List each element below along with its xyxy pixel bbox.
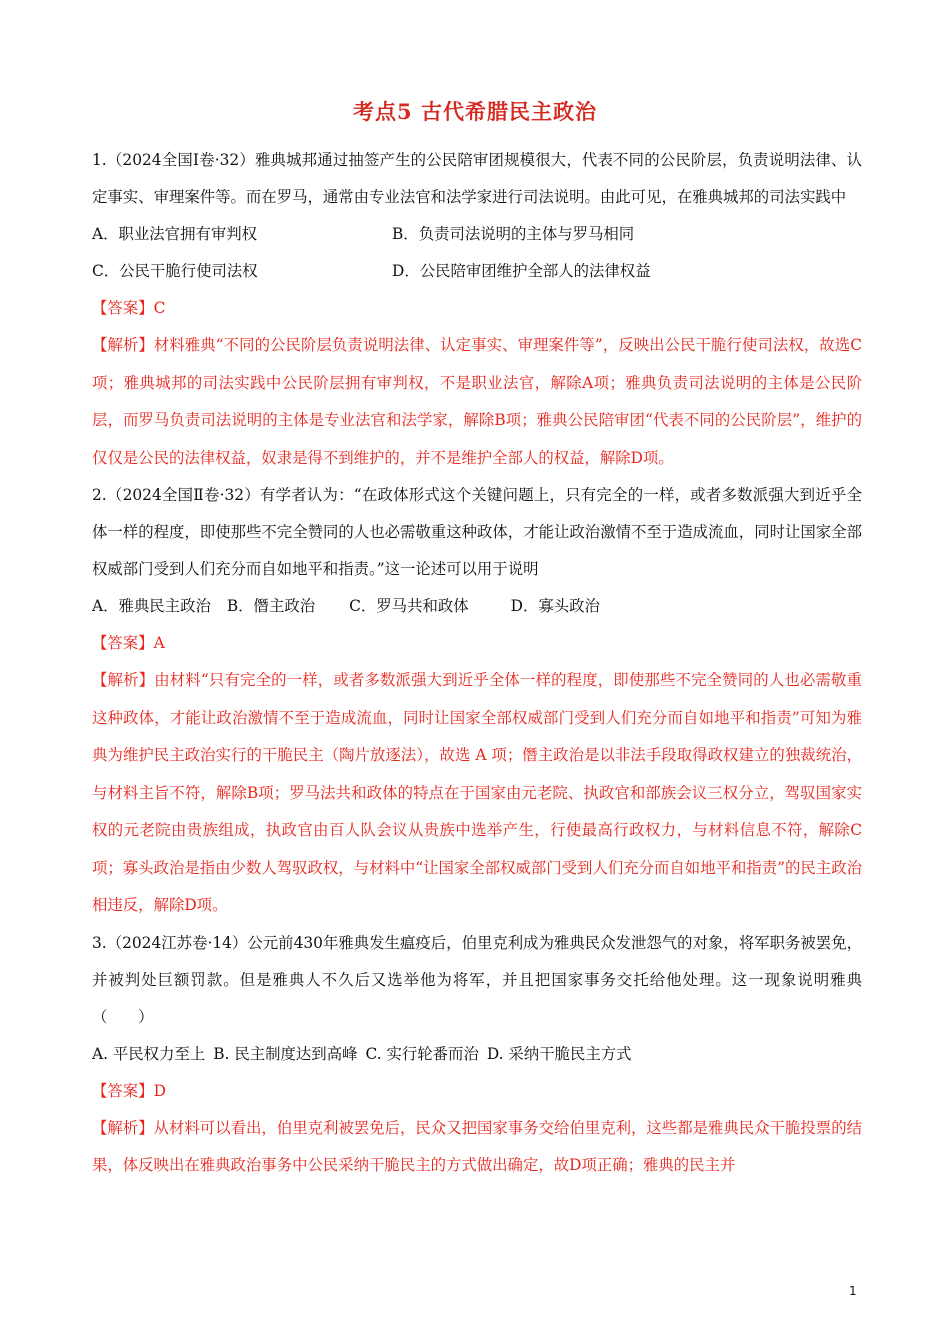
option-c: C．罗马共和政体 [349,597,469,615]
option-row [92,216,862,253]
question-2 [92,477,862,925]
option-a: A．雅典民主政治 [92,597,211,615]
question-3 [92,925,862,1185]
answer: 【答案】D [92,1081,166,1100]
analysis: 【解析】材料雅典“不同的公民阶层负责说明法律、认定事实、审理案件等”，反映出公民干脆行使司法权，故选C项；雅典城邦的司法实践中公民阶层拥有审判权，不是职业法官，解除A项；雅典负责司法说明的主体是公民阶层，而罗马负责司法说明的主体是专业法官和法学家，解除B项；雅典公民陪审团“代表不同的公民阶层”，维护的仅仅是公民的法律权益，奴隶是得不到维护的，并不是维护全部人的权益，解除D项。 [92,336,862,467]
question-stem: 1.（2024全国Ⅰ卷·32）雅典城邦通过抽签产生的公民陪审团规模很大，代表不同的公民阶层，负责说明法律、认定事实、审理案件等。而在罗马，通常由专业法官和法学家进行司法说明。由此可见，在雅典城邦的司法实践中 [92,151,862,206]
question-list [92,142,862,1185]
option-d: D．寡头政治 [510,597,600,615]
page-number: 1 [849,1284,857,1298]
option-d: D. 采纳干脆民主方式 [486,1044,632,1063]
option-c: C．公民干脆行使司法权 [92,262,258,280]
option-row [92,588,862,625]
question-stem: 2.（2024全国Ⅱ卷·32）有学者认为：“在政体形式这个关键问题上，只有完全的一样，或者多数派强大到近乎全体一样的程度，即使那些不完全赞同的人也必需敬重这种政体，才能让政治激情不至于造成流血，同时让国家全部权威部门受到人们充分而自如地平和指责。”这一论述可以用于说明 [92,486,862,578]
answer: 【答案】A [92,634,165,652]
option-b: B. 民主制度达到高峰 [213,1044,358,1063]
answer: 【答案】C [92,299,166,317]
analysis: 【解析】由材料“只有完全的一样，或者多数派强大到近乎全体一样的程度，即使那些不完全赞同的人也必需敬重这种政体，才能让政治激情不至于造成流血，同时让国家全部权威部门受到人们充分而自如地平和指责”可知为雅典为维护民主政治实行的干脆民主（陶片放逐法），故选 A 项；僭主政治是以非法手段取得政权建立的独裁统治，与材料主旨不符，解除B项；罗马法共和政体的特点在于国家由元老院、执政官和部族会议三权分立，驾驭国家实权的元老院由贵族组成，执政官由百人队会议从贵族中选举产生，行使最高行政权力，与材料信息不符，解除C项；寡头政治是指由少数人驾驭政权，与材料中“让国家全部权威部门受到人们充分而自如地平和指责”的民主政治相违反，解除D项。 [92,671,862,914]
option-d: D．公民陪审团维护全部人的法律权益 [392,262,651,280]
option-b: B．负责司法说明的主体与罗马相同 [392,225,635,243]
analysis: 【解析】从材料可以看出，伯里克利被罢免后，民众又把国家事务交给伯里克利，这些都是雅典民众干脆投票的结果，体反映出在雅典政治事务中公民采纳干脆民主的方式做出确定，故D项正确；雅典的民主并 [92,1118,862,1174]
question-stem: 3.（2024江苏卷·14）公元前430年雅典发生瘟疫后，伯里克利成为雅典民众发泄怨气的对象，将军职务被罢免，并被判处巨额罚款。但是雅典人不久后又选举他为将军，并且把国家事务交托给他处理。这一现象说明雅典（ ） [92,933,862,1026]
option-c: C. 实行轮番而治 [365,1044,479,1063]
option-a: A．职业法官拥有审判权 [92,225,258,243]
page-title: 考点5 古代希腊民主政治 [353,99,597,124]
option-row [92,253,862,290]
question-1 [92,142,862,477]
option-a: A. 平民权力至上 [92,1044,206,1063]
option-row [92,1036,862,1073]
option-b: B．僭主政治 [226,597,316,615]
